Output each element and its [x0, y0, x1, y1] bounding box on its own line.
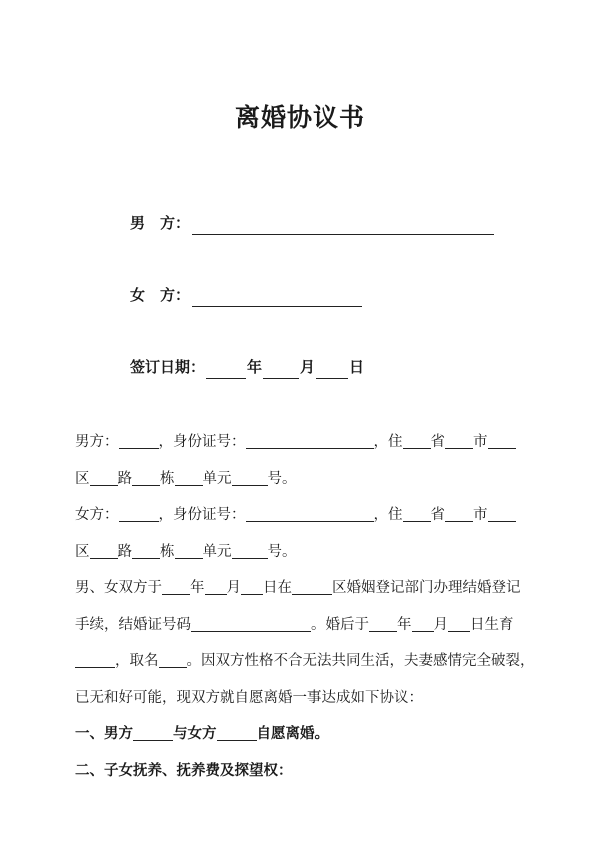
birth-year-blank[interactable]	[369, 615, 397, 632]
female-unit-blank[interactable]	[232, 542, 268, 559]
female-building-blank[interactable]	[175, 542, 203, 559]
female-party-label: 女 方：	[130, 286, 191, 304]
signing-date-row	[130, 355, 364, 379]
male-tail-blank[interactable]	[488, 432, 516, 449]
female-name-blank[interactable]	[119, 505, 159, 522]
agreement-body	[75, 424, 535, 789]
male-party-label: 男 方：	[130, 214, 191, 232]
conclusion-line: 已无和好可能，现双方就自愿离婚一事达成如下协议：	[75, 689, 423, 706]
female-tail-blank[interactable]	[488, 505, 516, 522]
child-gender-blank[interactable]	[75, 651, 115, 668]
male-unit-blank[interactable]	[232, 469, 268, 486]
male-building-blank[interactable]	[175, 469, 203, 486]
male-province-blank[interactable]	[403, 432, 431, 449]
document-title: 离婚协议书	[234, 103, 365, 132]
male-city-blank[interactable]	[445, 432, 473, 449]
female-address-line: 区 路 栋 单元 号。	[75, 543, 297, 560]
clause-one-female-blank[interactable]	[217, 724, 257, 741]
male-info-line: 男方： ，身份证号： ，住 省 市	[75, 424, 535, 461]
female-province-blank[interactable]	[403, 505, 431, 522]
date-day-label: 日	[349, 358, 365, 376]
male-party-row	[130, 211, 494, 235]
certificate-line: 手续，结婚证号码 。婚后于 年 月 日生育	[75, 616, 514, 633]
marriage-registration-line: 男、女双方于 年 月 日在 区婚姻登记部门办理结婚登记	[75, 580, 521, 596]
date-year-label: 年	[247, 358, 263, 376]
female-city-blank[interactable]	[445, 505, 473, 522]
female-party-row	[130, 283, 362, 307]
female-info-line: 女方： ，身份证号： ，住 省 市	[75, 497, 535, 534]
clause-one-male-blank[interactable]	[133, 724, 173, 741]
date-month-label: 月	[300, 358, 316, 376]
female-id-blank[interactable]	[246, 505, 374, 522]
marriage-month-blank[interactable]	[205, 578, 227, 595]
male-road-blank[interactable]	[132, 469, 160, 486]
certificate-number-blank[interactable]	[191, 615, 311, 632]
female-party-blank[interactable]	[192, 289, 362, 307]
date-month-blank[interactable]	[263, 361, 299, 379]
birth-day-blank[interactable]	[448, 615, 470, 632]
signing-date-label: 签订日期：	[130, 358, 206, 376]
clause-two: 二、子女抚养、抚养费及探望权：	[75, 762, 293, 779]
female-road-blank[interactable]	[132, 542, 160, 559]
male-id-blank[interactable]	[246, 432, 374, 449]
child-name-line: ，取名 。因双方性格不合无法共同生活，夫妻感情完全破裂，	[75, 643, 535, 680]
male-party-blank[interactable]	[192, 217, 494, 235]
birth-month-blank[interactable]	[412, 615, 434, 632]
male-name-blank[interactable]	[119, 432, 159, 449]
male-address-line: 区 路 栋 单元 号。	[75, 470, 297, 487]
marriage-day-blank[interactable]	[241, 578, 263, 595]
female-district-blank[interactable]	[90, 542, 118, 559]
clause-one: 一、男方 与女方 自愿离婚。	[75, 726, 329, 742]
date-year-blank[interactable]	[206, 361, 246, 379]
registry-district-blank[interactable]	[292, 578, 332, 595]
male-district-blank[interactable]	[90, 469, 118, 486]
child-name-blank[interactable]	[159, 651, 187, 668]
marriage-year-blank[interactable]	[162, 578, 190, 595]
date-day-blank[interactable]	[316, 361, 348, 379]
